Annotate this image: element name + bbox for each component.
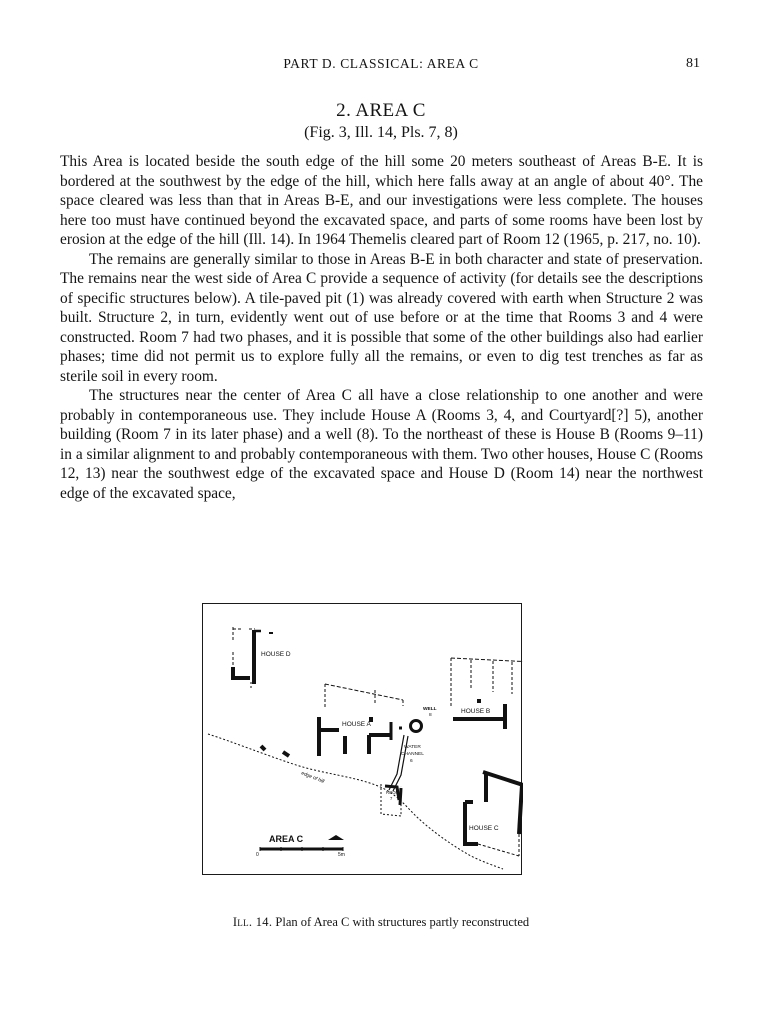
well-symbol	[411, 721, 422, 732]
caption-prefix: Ill. 14.	[232, 915, 273, 929]
label-house-c: HOUSE C	[469, 825, 499, 832]
label-house-a: HOUSE A	[342, 721, 371, 728]
label-water-channel-number: 6	[410, 759, 413, 764]
running-header	[0, 56, 762, 76]
edge-of-hill-line	[208, 734, 503, 869]
paragraph: The structures near the center of Area C all have a close relationship to one another and were probably in contemporaneous use. They include House A (Rooms 3, 4, and Courtyard[?] 5), another building (Room 7 in its later phase) and a well (8). To the northeast of these is House B (Rooms 9–11) in a similar alignment to and probably contemporaneous with them. Two other houses, House C (Rooms 12, 13) near the southwest edge of the excavated space and House D (Room 14) near the northwest edge of the excavated space,	[60, 387, 703, 502]
label-house-b: HOUSE B	[461, 708, 491, 715]
caption-text: Plan of Area C with structures partly reconstructed	[272, 915, 530, 929]
label-well-number: 8	[429, 713, 432, 718]
house-a-walls	[319, 684, 403, 756]
figure-caption	[0, 915, 762, 930]
section-title: 2. AREA C	[336, 100, 426, 121]
label-well: WELL	[423, 707, 437, 712]
scale-bar	[260, 847, 343, 851]
label-room-number: 7	[390, 796, 393, 801]
label-water-channel-line1: WATER	[404, 745, 421, 750]
paragraph: The remains are generally similar to those in Areas B-E in both character and state of preservation. The remains near the west side of Area C provide a sequence of activity (for details see the descriptions of specific structures below). A tile-paved pit (1) was already covered with earth when Structure 2 was built. Structure 2, in turn, evidently went out of use before or at the time that Rooms 3 and 4 were constructed. Room 7 had two phases, and it is possible that some of the other buildings also had earlier phases; time did not permit us to explore fully all the remains, or even to dig test trenches as far as sterile soil in every room.	[60, 250, 703, 385]
label-area-title: AREA C	[269, 834, 304, 844]
paragraph: This Area is located beside the south edge of the hill some 20 meters southeast of Areas B-E. It is bordered at the southwest by the edge of the hill, which here falls away at an angle of about 40°. The space cleared was less than that in Areas B-E, and our investigations were less complete. The houses here too must have continued beyond the excavated space, and parts of some rooms have been lost by erosion at the edge of the hill (Ill. 14). In 1964 Themelis cleared part of Room 12 (1965, p. 217, no. 10).	[60, 153, 703, 248]
label-edge-of-hill: edge of hill	[300, 770, 325, 785]
house-b-walls	[451, 658, 523, 730]
site-plan-figure	[202, 603, 522, 875]
water-channel	[389, 735, 408, 791]
running-title: PART D. CLASSICAL: AREA C	[283, 56, 479, 71]
label-scale-zero: 0	[256, 852, 259, 858]
label-house-d: HOUSE D	[261, 651, 291, 658]
body-text	[60, 152, 703, 503]
label-water-channel-line2: CHANNEL	[401, 752, 424, 757]
house-c-walls	[465, 772, 523, 856]
section-subtitle: (Fig. 3, Ill. 14, Pls. 7, 8)	[304, 124, 458, 141]
house-d-walls	[233, 627, 273, 690]
label-scale-end: 5m	[338, 852, 345, 858]
site-plan-drawing	[203, 604, 523, 876]
label-room: ROOM	[386, 790, 400, 795]
north-arrow-icon	[328, 835, 344, 840]
page-number: 81	[686, 56, 700, 71]
